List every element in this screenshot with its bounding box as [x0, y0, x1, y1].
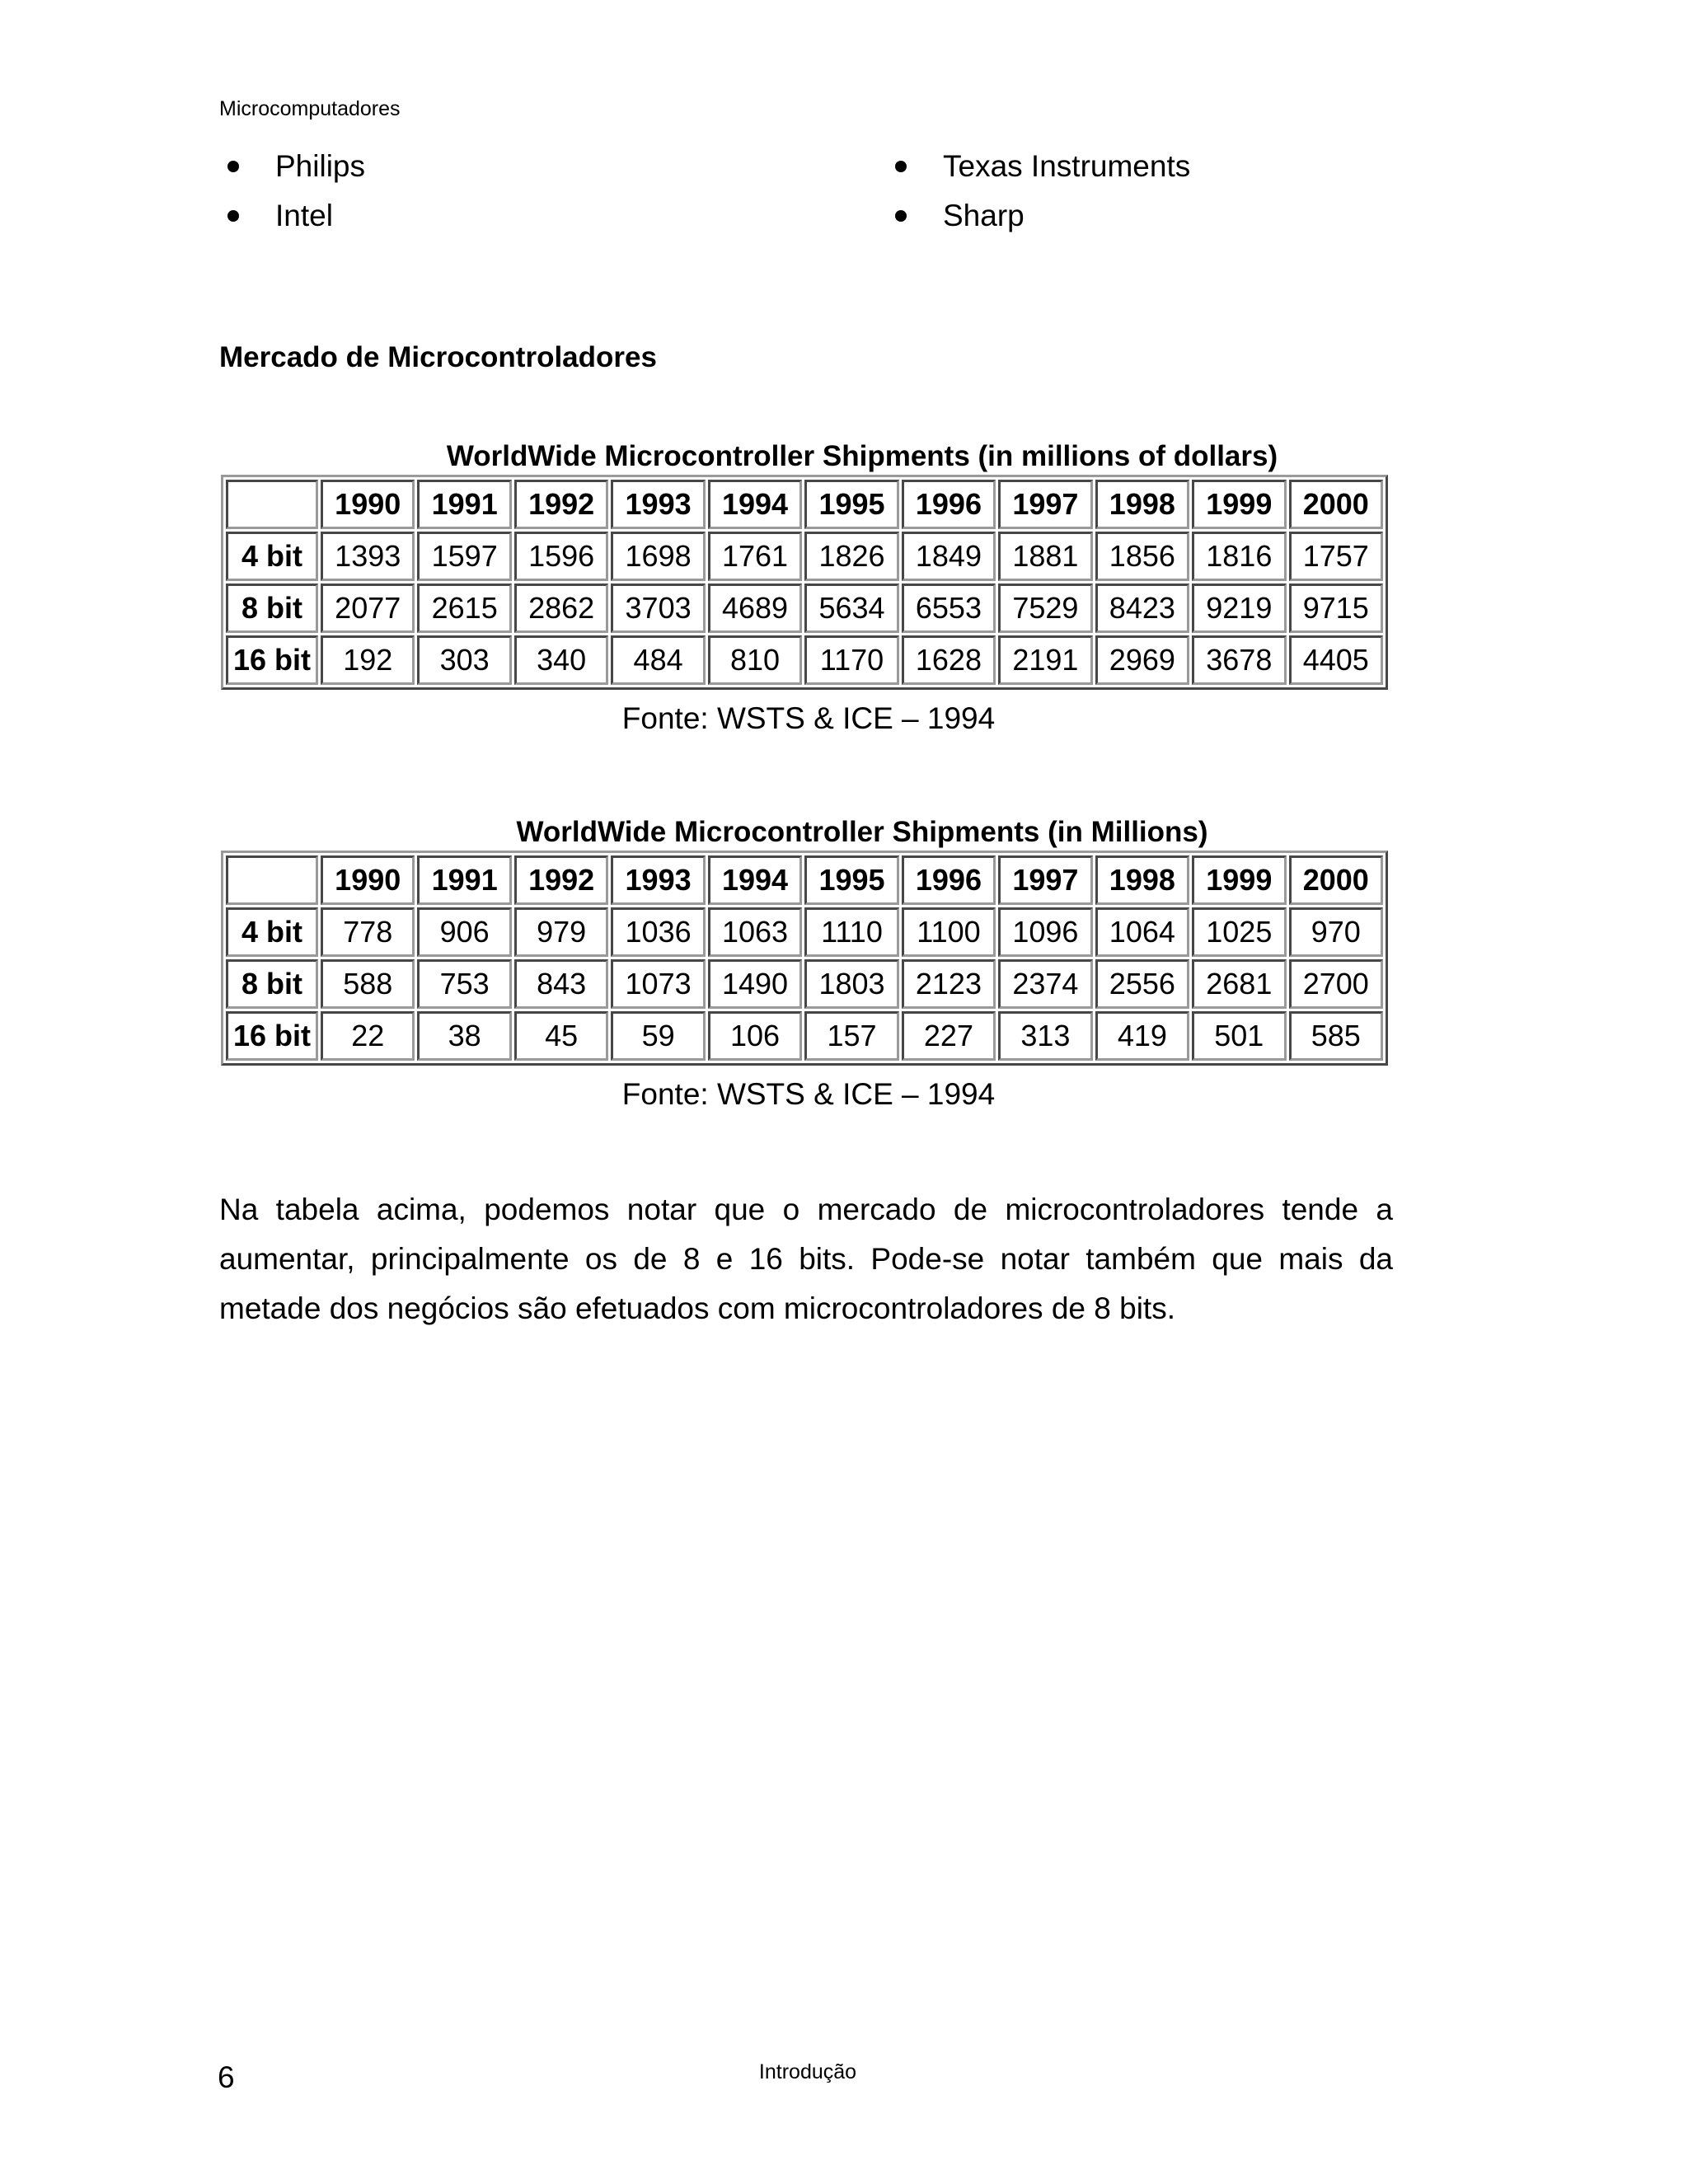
table-cell: 8423	[1095, 583, 1189, 633]
year-header-cell: 1992	[514, 855, 608, 905]
table-cell: 501	[1192, 1011, 1286, 1061]
list-item	[895, 142, 1190, 191]
shipments-dollars-table	[221, 475, 1388, 690]
year-header-cell: 1990	[321, 855, 415, 905]
table-block-dollars	[221, 438, 1388, 748]
bullet-list-left	[227, 142, 365, 241]
table-cell: 5634	[804, 583, 898, 633]
table-header-row	[226, 480, 1383, 529]
table-cell: 2077	[321, 583, 415, 633]
year-header-cell: 1998	[1095, 855, 1189, 905]
list-item	[895, 191, 1190, 241]
bullet-icon	[895, 210, 907, 222]
table-row	[226, 907, 1383, 957]
year-header-cell: 1992	[514, 480, 608, 529]
table-cell: 810	[708, 635, 802, 685]
year-header-cell: 1995	[804, 855, 898, 905]
table-cell: 2374	[998, 959, 1092, 1009]
year-header-cell: 1999	[1192, 855, 1286, 905]
bullet-icon	[227, 161, 239, 172]
table-cell: 303	[417, 635, 511, 685]
table-cell: 192	[321, 635, 415, 685]
table-cell: 1596	[514, 532, 608, 581]
table-cell: 106	[708, 1011, 802, 1061]
table-cell: 2615	[417, 583, 511, 633]
table-cell: 1096	[998, 907, 1092, 957]
year-header-cell: 1994	[708, 855, 802, 905]
table-corner-cell	[226, 855, 318, 905]
table-cell: 3678	[1192, 635, 1286, 685]
table-cell: 340	[514, 635, 608, 685]
table-cell: 4689	[708, 583, 802, 633]
table-cell: 1064	[1095, 907, 1189, 957]
table-corner-cell	[226, 480, 318, 529]
table-source: Fonte: WSTS & ICE – 1994	[621, 701, 996, 735]
table-cell: 1073	[611, 959, 705, 1009]
table-cell: 1849	[902, 532, 996, 581]
table-cell: 1826	[804, 532, 898, 581]
year-header-cell: 2000	[1289, 855, 1383, 905]
table-source: Fonte: WSTS & ICE – 1994	[621, 1077, 996, 1111]
table-cell: 778	[321, 907, 415, 957]
year-header-cell: 1993	[611, 480, 705, 529]
table-cell: 1393	[321, 532, 415, 581]
year-header-cell: 2000	[1289, 480, 1383, 529]
table-cell: 45	[514, 1011, 608, 1061]
table-cell: 59	[611, 1011, 705, 1061]
table-cell: 484	[611, 635, 705, 685]
table-cell: 1856	[1095, 532, 1189, 581]
table-row	[226, 1011, 1383, 1061]
table-row	[226, 532, 1383, 581]
year-header-cell: 1995	[804, 480, 898, 529]
table-cell: 2700	[1289, 959, 1383, 1009]
table-title: WorldWide Microcontroller Shipments (in millions of dollars)	[446, 440, 1278, 472]
table-cell: 227	[902, 1011, 996, 1061]
table-cell: 1803	[804, 959, 898, 1009]
row-label-cell: 8 bit	[226, 959, 318, 1009]
bullet-list-right	[895, 142, 1190, 241]
shipments-units-table	[221, 851, 1388, 1066]
table-title: WorldWide Microcontroller Shipments (in Millions)	[516, 816, 1208, 848]
year-header-cell: 1993	[611, 855, 705, 905]
table-cell: 38	[417, 1011, 511, 1061]
table-cell: 9219	[1192, 583, 1286, 633]
table-cell: 1597	[417, 532, 511, 581]
list-item-label: Sharp	[943, 199, 1025, 232]
list-item	[227, 191, 365, 241]
table-row	[226, 635, 1383, 685]
table-cell: 7529	[998, 583, 1092, 633]
table-cell: 906	[417, 907, 511, 957]
table-cell: 588	[321, 959, 415, 1009]
table-cell: 9715	[1289, 583, 1383, 633]
table-cell: 6553	[902, 583, 996, 633]
year-header-cell: 1998	[1095, 480, 1189, 529]
list-item-label: Intel	[275, 199, 333, 232]
table-block-units	[221, 814, 1388, 1123]
table-cell: 313	[998, 1011, 1092, 1061]
row-label-cell: 4 bit	[226, 532, 318, 581]
year-header-cell: 1996	[902, 855, 996, 905]
table-cell: 1881	[998, 532, 1092, 581]
year-header-cell: 1997	[998, 855, 1092, 905]
table-cell: 1757	[1289, 532, 1383, 581]
list-item-label: Philips	[275, 149, 365, 183]
row-label-cell: 4 bit	[226, 907, 318, 957]
table-row	[226, 583, 1383, 633]
year-header-cell: 1991	[417, 480, 511, 529]
table-cell: 979	[514, 907, 608, 957]
table-cell: 2969	[1095, 635, 1189, 685]
table-cell: 843	[514, 959, 608, 1009]
table-cell: 1110	[804, 907, 898, 957]
row-label-cell: 16 bit	[226, 1011, 318, 1061]
table-cell: 1628	[902, 635, 996, 685]
table-cell: 1063	[708, 907, 802, 957]
year-header-cell: 1994	[708, 480, 802, 529]
table-cell: 4405	[1289, 635, 1383, 685]
table-cell: 1036	[611, 907, 705, 957]
year-header-cell: 1999	[1192, 480, 1286, 529]
year-header-cell: 1990	[321, 480, 415, 529]
table-cell: 22	[321, 1011, 415, 1061]
table-cell: 2191	[998, 635, 1092, 685]
section-title: Mercado de Microcontroladores	[219, 341, 657, 373]
year-header-cell: 1996	[902, 480, 996, 529]
table-cell: 419	[1095, 1011, 1189, 1061]
year-header-cell: 1997	[998, 480, 1092, 529]
table-cell: 1698	[611, 532, 705, 581]
year-header-cell: 1991	[417, 855, 511, 905]
row-label-cell: 8 bit	[226, 583, 318, 633]
page-number: 6	[218, 2060, 235, 2094]
table-cell: 1025	[1192, 907, 1286, 957]
table-cell: 2681	[1192, 959, 1286, 1009]
table-row	[226, 959, 1383, 1009]
list-item-label: Texas Instruments	[943, 149, 1191, 183]
table-cell: 2556	[1095, 959, 1189, 1009]
list-item	[227, 142, 365, 191]
table-header-row	[226, 855, 1383, 905]
table-cell: 1100	[902, 907, 996, 957]
row-label-cell: 16 bit	[226, 635, 318, 685]
table-cell: 1816	[1192, 532, 1286, 581]
table-cell: 585	[1289, 1011, 1383, 1061]
table-cell: 2123	[902, 959, 996, 1009]
table-cell: 1490	[708, 959, 802, 1009]
table-cell: 753	[417, 959, 511, 1009]
running-footer: Introdução	[758, 2060, 857, 2083]
table-cell: 970	[1289, 907, 1383, 957]
table-cell: 157	[804, 1011, 898, 1061]
bullet-icon	[227, 210, 239, 222]
body-paragraph: Na tabela acima, podemos notar que o mercado de microcontroladores tende a aumentar, principalmente os de 8 e 16 bits. Pode-se notar também que mais da metade dos negócios são efetuados com microcontroladores de 8 bits.	[219, 1193, 1393, 1325]
running-header: Microcomputadores	[219, 97, 401, 120]
table-cell: 3703	[611, 583, 705, 633]
bullet-icon	[895, 161, 907, 172]
table-cell: 1761	[708, 532, 802, 581]
table-cell: 1170	[804, 635, 898, 685]
table-cell: 2862	[514, 583, 608, 633]
